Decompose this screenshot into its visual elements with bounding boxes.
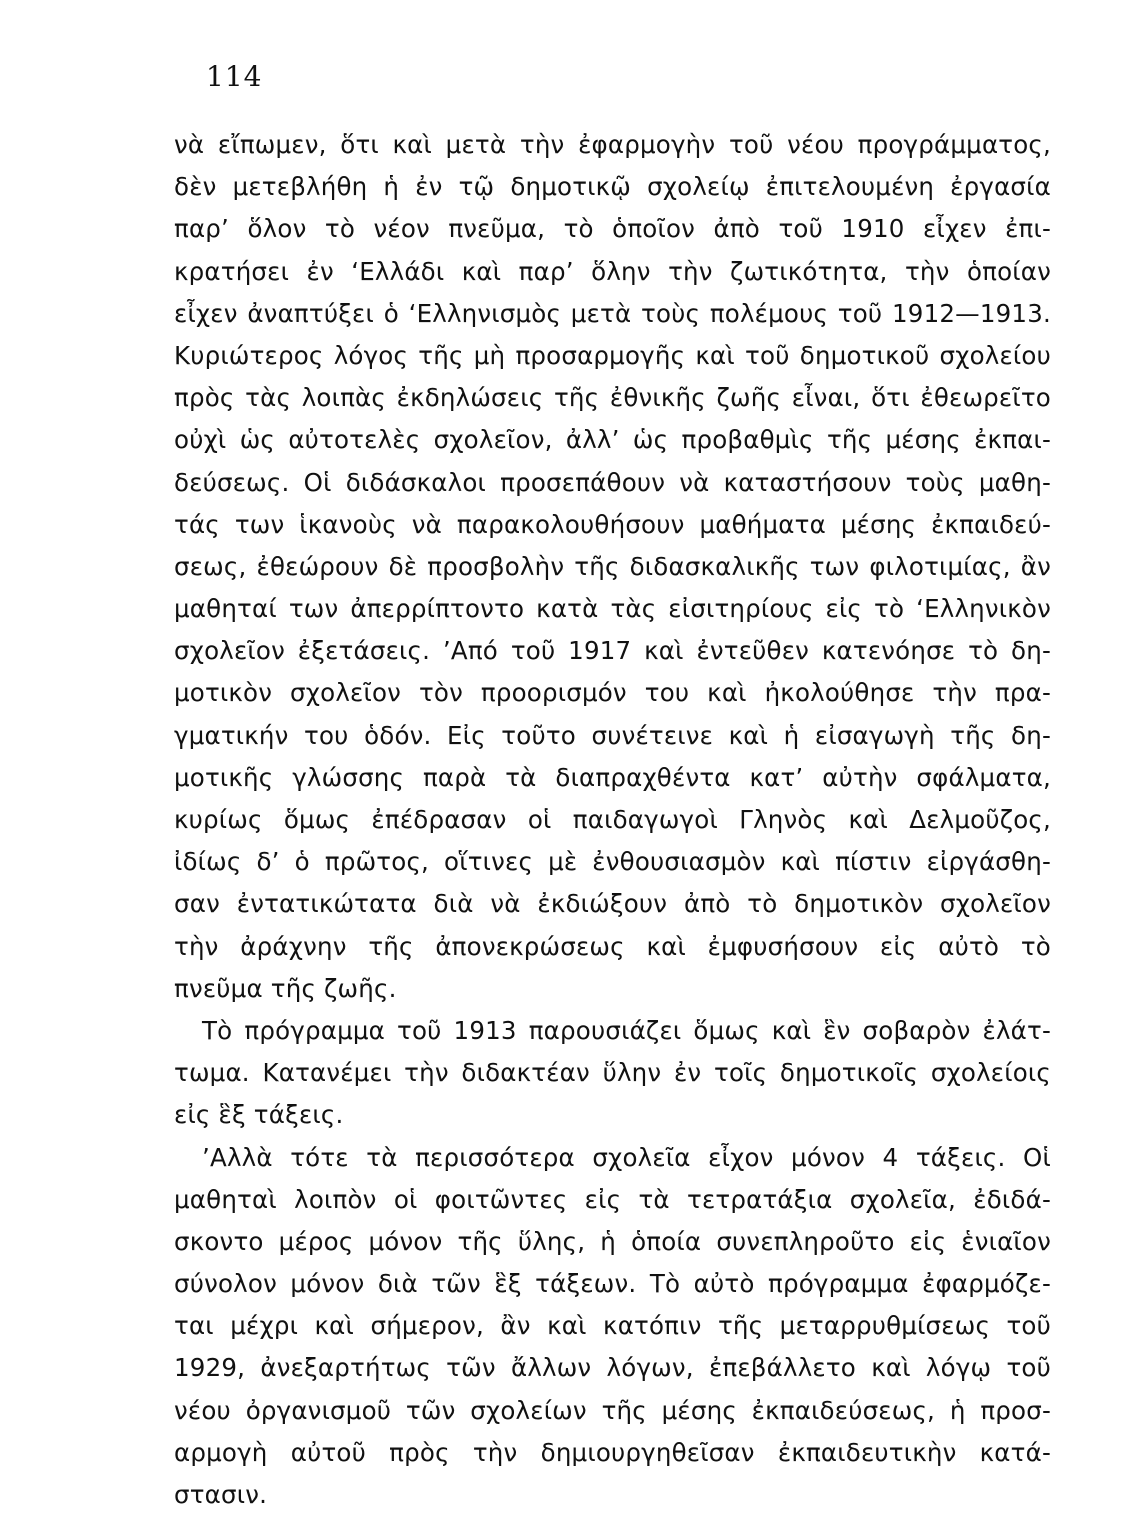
page-number: 114: [206, 60, 263, 93]
text-line: 1929, ἀνεξαρτήτως τῶν ἄλλων λόγων, ἐπεβάλλετο καὶ λόγῳ τοῦ: [174, 1353, 1051, 1383]
text-line: ἰδίως δ’ ὁ πρῶτος, οἵτινες μὲ ἐνθουσιασμὸν καὶ πίστιν εἰργάσθη-: [174, 847, 1051, 877]
text-line: γματικήν του ὁδόν. Εἰς τοῦτο συνέτεινε καὶ ἡ εἰσαγωγὴ τῆς δη-: [174, 720, 1051, 750]
text-line: τὴν ἀράχνην τῆς ἀπονεκρώσεως καὶ ἐμφυσήσουν εἰς αὐτὸ τὸ: [174, 931, 1051, 961]
text-line: σχολεῖον ἐξετάσεις. ’Από τοῦ 1917 καὶ ἐντεῦθεν κατενόησε τὸ δη-: [174, 636, 1051, 666]
body-text: [174, 124, 1051, 1516]
text-line: σεως, ἐθεώρουν δὲ προσβολὴν τῆς διδασκαλικῆς των φιλοτιμίας, ἂν: [174, 551, 1051, 581]
text-line: Τὸ πρόγραμμα τοῦ 1913 παρουσιάζει ὅμως καὶ ἓν σοβαρὸν ἐλάτ-: [202, 1015, 1051, 1045]
text-line: ’Αλλὰ τότε τὰ περισσότερα σχολεῖα εἶχον μόνον 4 τάξεις. Οἱ: [202, 1142, 1051, 1172]
text-line: εἰς ἓξ τάξεις.: [174, 1100, 344, 1130]
text-line: εἶχεν ἀναπτύξει ὁ ‘Ελληνισμὸς μετὰ τοὺς πολέμους τοῦ 1912—1913.: [174, 298, 1051, 328]
text-line: στασιν.: [174, 1480, 268, 1509]
text-line: πρὸς τὰς λοιπὰς ἐκδηλώσεις τῆς ἐθνικῆς ζωῆς εἶναι, ὅτι ἐθεωρεῖτο: [174, 383, 1051, 413]
text-line: κυρίως ὅμως ἐπέδρασαν οἱ παιδαγωγοὶ Γληνὸς καὶ Δελμοῦζος,: [174, 805, 1051, 834]
text-line: οὐχὶ ὡς αὐτοτελὲς σχολεῖον, ἀλλ’ ὡς προβαθμὶς τῆς μέσης ἐκπαι-: [174, 425, 1051, 455]
text-line: μαθηταὶ λοιπὸν οἱ φοιτῶντες εἰς τὰ τετρατάξια σχολεῖα, ἐδιδά-: [174, 1184, 1051, 1214]
text-line: αρμογὴ αὐτοῦ πρὸς τὴν δημιουργηθεῖσαν ἐκπαιδευτικὴν κατά-: [174, 1437, 1051, 1467]
text-line: νέου ὀργανισμοῦ τῶν σχολείων τῆς μέσης ἐκπαιδεύσεως, ἡ προσ-: [174, 1395, 1051, 1425]
text-line: Κυριώτερος λόγος τῆς μὴ προσαρμογῆς καὶ τοῦ δημοτικοῦ σχολείου: [174, 340, 1051, 370]
text-line: ται μέχρι καὶ σήμερον, ἂν καὶ κατόπιν τῆς μεταρρυθμίσεως τοῦ: [174, 1311, 1051, 1341]
text-line: δὲν μετεβλήθη ἡ ἐν τῷ δημοτικῷ σχολείῳ ἐπιτελουμένη ἐργασία: [174, 172, 1051, 202]
text-line: κρατήσει ἐν ‘Ελλάδι καὶ παρ’ ὅλην τὴν ζωτικότητα, τὴν ὁποίαν: [174, 256, 1051, 286]
text-line: σκοντο μέρος μόνον τῆς ὕλης, ἡ ὁποία συνεπληροῦτο εἰς ἑνιαῖον: [174, 1226, 1051, 1256]
text-line: τάς των ἱκανοὺς νὰ παρακολουθήσουν μαθήματα μέσης ἐκπαιδεύ-: [174, 509, 1051, 539]
text-line: νὰ εἴπωμεν, ὅτι καὶ μετὰ τὴν ἐφαρμογὴν τοῦ νέου προγράμματος,: [174, 130, 1051, 159]
text-line: μαθηταί των ἀπερρίπτοντο κατὰ τὰς εἰσιτηρίους εἰς τὸ ‘Ελληνικὸν: [174, 594, 1051, 624]
text-line: σύνολον μόνον διὰ τῶν ἓξ τάξεων. Τὸ αὐτὸ πρόγραμμα ἐφαρμόζε-: [174, 1269, 1051, 1299]
text-line: δεύσεως. Οἱ διδάσκαλοι προσεπάθουν νὰ καταστήσουν τοὺς μαθη-: [174, 467, 1051, 497]
text-line: παρ’ ὅλον τὸ νέον πνεῦμα, τὸ ὁποῖον ἀπὸ τοῦ 1910 εἶχεν ἐπι-: [174, 214, 1051, 244]
text-line: τωμα. Κατανέμει τὴν διδακτέαν ὕλην ἐν τοῖς δημοτικοῖς σχολείοις: [174, 1058, 1051, 1088]
text-line: σαν ἐντατικώτατα διὰ νὰ ἐκδιώξουν ἀπὸ τὸ δημοτικὸν σχολεῖον: [174, 889, 1051, 919]
text-line: πνεῦμα τῆς ζωῆς.: [174, 973, 397, 1003]
text-line: μοτικὸν σχολεῖον τὸν προορισμόν του καὶ ἠκολούθησε τὴν πρα-: [174, 678, 1051, 708]
text-line: μοτικῆς γλώσσης παρὰ τὰ διαπραχθέντα κατ’ αὐτὴν σφάλματα,: [174, 762, 1051, 792]
